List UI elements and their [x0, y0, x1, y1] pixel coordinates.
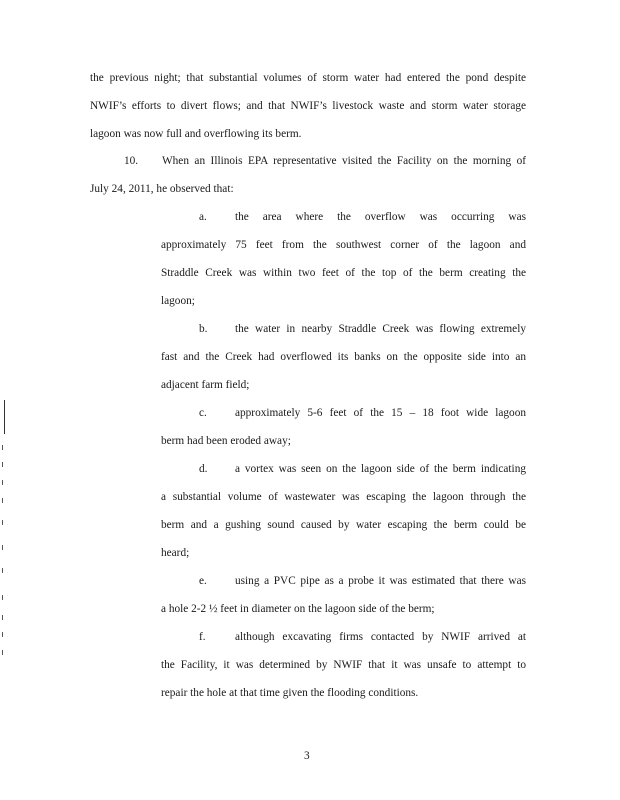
paragraph-10-line-2: July 24, 2011, he observed that:: [90, 183, 234, 195]
item-line: Straddle Creek was within two feet of the top of the berm creating the: [161, 267, 526, 279]
margin-tick: [2, 462, 3, 467]
item-line: a hole 2-2 ½ feet in diameter on the lagoon side of the berm;: [161, 603, 435, 615]
item-line: lagoon;: [161, 295, 195, 307]
page-number: 3: [304, 750, 310, 762]
item-line: the water in nearby Straddle Creek was flowing extremely: [235, 323, 526, 335]
item-letter: d.: [199, 463, 208, 475]
item-line: heard;: [161, 547, 190, 559]
item-letter: e.: [199, 575, 207, 587]
margin-tick: [2, 568, 3, 573]
margin-tick: [2, 445, 3, 450]
item-letter: c.: [199, 407, 207, 419]
intro-line-2: NWIF’s efforts to divert flows; and that NWIF’s livestock waste and storm water storage: [90, 100, 526, 112]
item-line: a vortex was seen on the lagoon side of the berm indicating: [235, 463, 526, 475]
item-line: repair the hole at that time given the flooding conditions.: [161, 687, 419, 699]
item-line: using a PVC pipe as a probe it was estimated that there was: [235, 575, 526, 587]
margin-tick: [2, 498, 3, 503]
paragraph-10-line-1: When an Illinois EPA representative visited the Facility on the morning of: [162, 155, 526, 167]
item-line: approximately 75 feet from the southwest corner of the lagoon and: [161, 239, 526, 251]
item-letter: b.: [199, 323, 208, 335]
margin-tick: [2, 480, 3, 485]
item-line: adjacent farm field;: [161, 379, 250, 391]
item-line: berm and a gushing sound caused by water escaping the berm could be: [161, 519, 526, 531]
item-letter: f.: [199, 631, 206, 643]
item-line: berm had been eroded away;: [161, 435, 291, 447]
intro-line-1: the previous night; that substantial volumes of storm water had entered the pond despite: [90, 72, 526, 84]
paragraph-number: 10.: [124, 155, 139, 167]
margin-tick: [2, 520, 3, 525]
margin-tick: [2, 650, 3, 655]
margin-bar: [4, 400, 5, 434]
margin-tick: [2, 595, 3, 600]
intro-line-3: lagoon was now full and overflowing its berm.: [90, 128, 302, 140]
item-line: fast and the Creek had overflowed its banks on the opposite side into an: [161, 351, 526, 363]
item-line: the area where the overflow was occurring was: [235, 211, 526, 223]
item-line: a substantial volume of wastewater was escaping the lagoon through the: [161, 491, 526, 503]
item-letter: a.: [199, 211, 207, 223]
margin-tick: [2, 615, 3, 620]
margin-tick: [2, 632, 3, 637]
item-line: approximately 5-6 feet of the 15 – 18 foot wide lagoon: [235, 407, 526, 419]
margin-tick: [2, 545, 3, 550]
item-line: the Facility, it was determined by NWIF that it was unsafe to attempt to: [161, 659, 526, 671]
item-line: although excavating firms contacted by NWIF arrived at: [235, 631, 526, 643]
